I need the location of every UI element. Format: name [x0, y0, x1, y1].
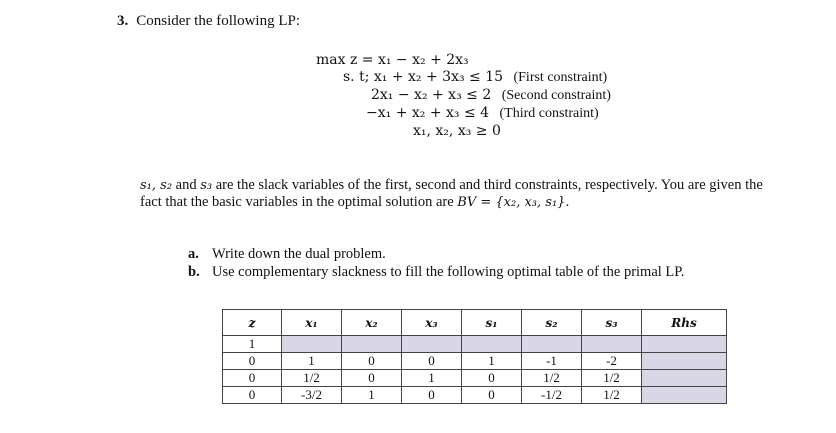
subject-to-prefix: s. t; — [343, 69, 370, 85]
table-row — [223, 353, 727, 370]
constraint-2-expr: 2x₁ − x₂ + x₃ ≤ 2 — [371, 87, 492, 103]
table-cell: 0 — [223, 387, 282, 404]
table-cell: -3/2 — [282, 387, 342, 404]
basic-variables: BV = {x₂, x₃, s₁}. — [457, 195, 570, 210]
table-cell: 1/2 — [282, 370, 342, 387]
header-rhs: Rhs — [642, 310, 727, 336]
blank-cell[interactable] — [642, 387, 727, 404]
table-cell: 1/2 — [582, 387, 642, 404]
header-s1: s₁ — [462, 310, 522, 336]
table-cell: -2 — [582, 353, 642, 370]
question-number: 3. — [117, 13, 129, 29]
question-heading — [117, 13, 300, 30]
table-cell: 0 — [223, 353, 282, 370]
header-x1: x₁ — [282, 310, 342, 336]
header-x2: x₂ — [342, 310, 402, 336]
blank-cell[interactable] — [402, 336, 462, 353]
table-cell: 0 — [342, 370, 402, 387]
header-x3: x₃ — [402, 310, 462, 336]
blank-cell[interactable] — [582, 336, 642, 353]
table-cell: 1 — [282, 353, 342, 370]
table-cell: -1/2 — [522, 387, 582, 404]
blank-cell[interactable] — [522, 336, 582, 353]
slack-var-s3: s₃ — [200, 178, 213, 193]
question-prompt: Consider the following LP: — [136, 13, 300, 29]
table-cell: -1 — [522, 353, 582, 370]
lp-objective: max z = x₁ − x₂ + 2x₃ — [316, 52, 469, 68]
table-cell: 1/2 — [522, 370, 582, 387]
constraint-2-label: (Second constraint) — [501, 88, 611, 103]
blank-cell[interactable] — [282, 336, 342, 353]
constraint-1-expr: x₁ + x₂ + 3x₃ ≤ 15 — [373, 69, 504, 85]
table-cell: 0 — [342, 353, 402, 370]
part-b-text: Use complementary slackness to fill the following optimal table of the primal LP. — [212, 264, 685, 280]
header-z: z — [223, 310, 282, 336]
lp-constraint-1 — [343, 69, 607, 86]
optimal-table — [222, 309, 727, 404]
blank-cell[interactable] — [642, 336, 727, 353]
slack-vars: s₁, s₂ — [140, 178, 173, 193]
and-word: and — [175, 177, 197, 193]
header-s2: s₂ — [522, 310, 582, 336]
table-cell: 0 — [223, 370, 282, 387]
table-cell: 0 — [462, 387, 522, 404]
table-cell: 1 — [342, 387, 402, 404]
lp-nonnegativity: x₁, x₂, x₃ ≥ 0 — [413, 123, 501, 139]
table-cell: 0 — [462, 370, 522, 387]
problem-paragraph — [140, 177, 780, 211]
part-a — [188, 245, 684, 263]
part-b-letter: b. — [188, 264, 200, 280]
part-b — [188, 263, 684, 281]
table-row — [223, 336, 727, 353]
table-cell: 1 — [402, 370, 462, 387]
table-header-row — [223, 310, 727, 336]
constraint-3-label: (Third constraint) — [499, 106, 599, 121]
lp-constraint-2 — [371, 87, 611, 104]
table-cell: 0 — [402, 353, 462, 370]
blank-cell[interactable] — [462, 336, 522, 353]
lp-constraint-3 — [366, 105, 599, 122]
question-parts — [188, 245, 684, 281]
table-cell: 1 — [223, 336, 282, 353]
header-s3: s₃ — [582, 310, 642, 336]
table-cell: 0 — [402, 387, 462, 404]
table-cell: 1/2 — [582, 370, 642, 387]
blank-cell[interactable] — [342, 336, 402, 353]
paragraph-text: are the slack variables of the first, second and third constraints, respectively. You are given the fact that the basic variables in the optimal solution are — [140, 177, 763, 210]
table-row — [223, 370, 727, 387]
constraint-3-expr: −x₁ + x₂ + x₃ ≤ 4 — [366, 105, 490, 121]
part-a-letter: a. — [188, 246, 199, 262]
part-a-text: Write down the dual problem. — [212, 246, 386, 262]
table-row — [223, 387, 727, 404]
blank-cell[interactable] — [642, 353, 727, 370]
constraint-1-label: (First constraint) — [513, 70, 608, 85]
table-cell: 1 — [462, 353, 522, 370]
blank-cell[interactable] — [642, 370, 727, 387]
